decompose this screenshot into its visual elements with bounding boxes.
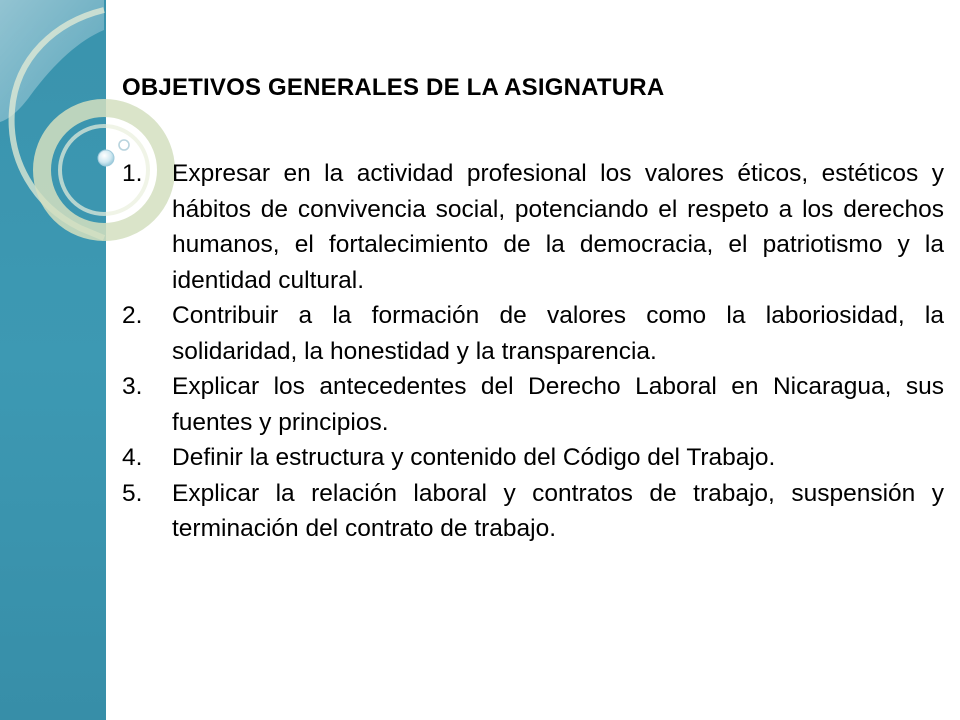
objective-text: Contribuir a la formación de valores como la laboriosidad, la solidaridad, la honestidad y la transparencia. <box>172 302 944 365</box>
objective-number: 2. <box>122 302 143 329</box>
objective-item <box>122 156 944 298</box>
objective-item <box>122 298 944 369</box>
side-band <box>0 0 106 720</box>
objective-text: Explicar los antecedentes del Derecho Laboral en Nicaragua, sus fuentes y principios. <box>172 373 944 436</box>
objective-item <box>122 476 944 547</box>
objective-number: 3. <box>122 373 143 400</box>
objective-text: Explicar la relación laboral y contratos de trabajo, suspensión y terminación del contrato de trabajo. <box>172 479 944 542</box>
objective-number: 5. <box>122 479 143 507</box>
objective-text: Definir la estructura y contenido del Código del Trabajo. <box>172 444 776 471</box>
slide-title: OBJETIVOS GENERALES DE LA ASIGNATURA <box>122 74 665 101</box>
objective-number: 4. <box>122 444 143 471</box>
objective-number: 1. <box>122 160 143 187</box>
objective-item <box>122 369 944 440</box>
objectives-list <box>122 156 944 547</box>
objective-text: Expresar en la actividad profesional los valores éticos, estéticos y hábitos de convivencia social, potenciando el respeto a los derechos humanos, el fortalecimiento de la democracia, el patriotismo y la identidad cultural. <box>172 160 944 294</box>
objective-item <box>122 440 944 476</box>
